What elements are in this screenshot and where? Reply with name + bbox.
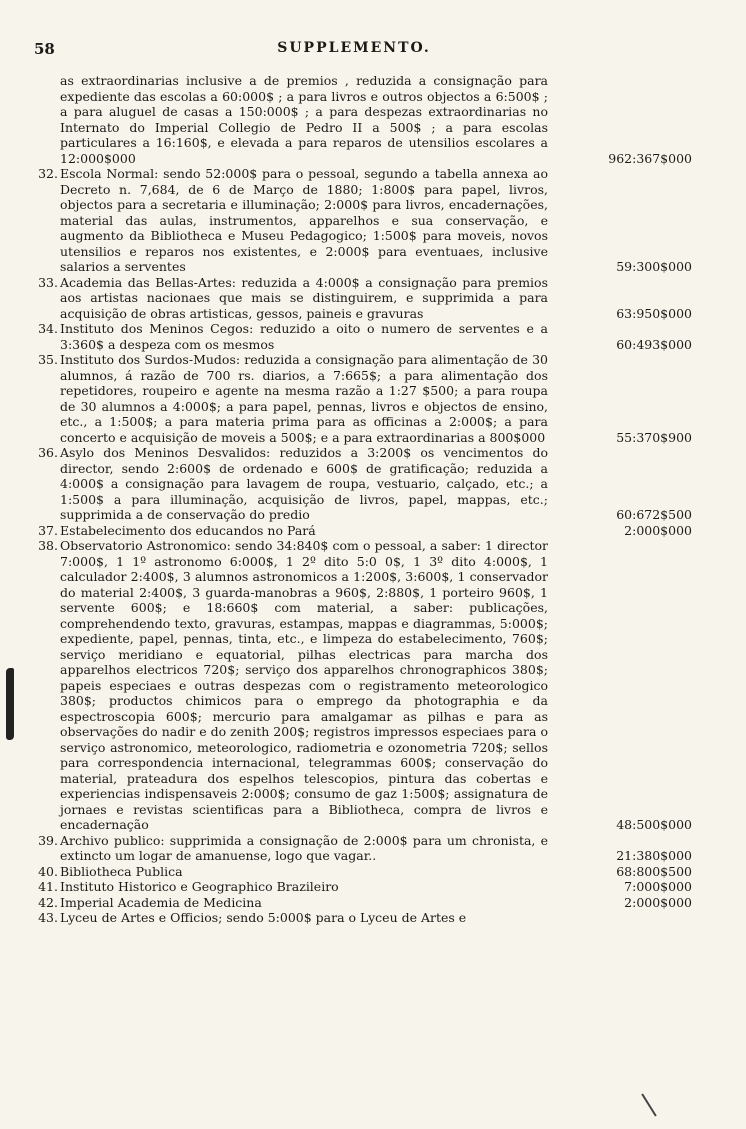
entry-amount: 60:672$500: [616, 507, 692, 522]
entry-text: Lyceu de Artes e Officios; sendo 5:000$ para o Lyceu de Artes e: [60, 910, 467, 925]
budget-entries: [38, 73, 692, 926]
entry-text: Imperial Academia de Medicina: [60, 894, 262, 910]
page-number: 58: [34, 40, 55, 58]
entry-number: 34.: [38, 321, 58, 336]
entry-amount: 48:500$000: [616, 817, 692, 832]
entry-text: as extraordinarias inclusive a de premios , reduzida a consignação para expediente das escolas a 60:000$ ; a para livros e outros objectos a 6:500$ ; a para aluguel de casas a 150:000$ ; a para despezas extraordinarias no Internato do Imperial Collegio de Pedro II a 500$ ; a para escolas particulares a 16:160$, e elevada a para reparos de utensilios escolares a 12:000$000: [60, 73, 548, 166]
entry-amount: 2:000$000: [624, 894, 692, 910]
entry-text: Escola Normal: sendo 52:000$ para o pessoal, segundo a tabella annexa ao Decreto n. 7,684, de 6 de Março de 1880; 1:800$ para papel, livros, objectos para a secretaria e illuminação; 2:000$ para livros, encadernações, material das aulas, instrumentos, apparelhos e sua conservação, e augmento da Bibliotheca e Museu Pedagogico; 1:500$ para moveis, novos utensilios e reparos nos existentes, e 2:000$ para eventuaes, inclusive salarios a serventes: [60, 166, 548, 274]
entry-number: 38.: [38, 538, 58, 553]
entry-number: 33.: [38, 274, 58, 290]
entry-number: 43.: [38, 910, 58, 925]
entry-number: 36.: [38, 445, 58, 460]
entry-amount: 7:000$000: [624, 879, 692, 894]
budget-entry-surdos-mudos: [38, 352, 692, 445]
budget-entry-observatorio: [38, 538, 692, 833]
entry-text: Instituto dos Meninos Cegos: reduzido a oito o numero de serventes e a 3:360$ a despeza com os mesmos: [60, 321, 548, 352]
budget-entry-continued: [60, 73, 692, 166]
budget-entry-educandos-para: [38, 522, 692, 539]
entry-amount: 2:000$000: [624, 522, 692, 538]
entry-amount: 60:493$000: [616, 336, 692, 352]
entry-text: Observatorio Astronomico: sendo 34:840$ com o pessoal, a saber: 1 director 7:000$, 1 1º astronomo 6:000$, 1 2º dito 5:0 0$, 1 3º dito 4:000$, 1 calculador 2:400$, 3 alumnos astronomicos a 1:200$, 3:600$, 1 conservador do material 2:400$, 3 guarda-manobras a 960$, 2:880$, 1 porteiro 960$, 1 servente 600$; e 18:660$ com material, a saber: publicações, comprehendendo texto, gravuras, estampas, mappas e diagrammas, 5:000$; expediente, papel, pennas, tinta, etc., e limpeza do estabelecimento, 760$; serviço meridiano e equatorial, pilhas electricas para marcha dos apparelhos electricos 720$; serviço dos apparelhos chronographicos 380$; papeis especiaes e outras despezas com o registramento meteorologico 380$; productos chimicos para o emprego da photographia e da espectroscopia 600$; mercurio para amalgamar as pilhas e para as observações do nadir e do zenith 200$; registros impressos especiaes para o serviço astronomico, meteorologico, radiometria e ozonometria 720$; sellos para correspondencia internacional, telegrammas 600$; conservação do material, prateadura dos espelhos telescopios, pintura das cobertas e experiencias indispensaveis 2:000$; consumo de gaz 1:500$; assignatura de jornaes e revistas scientificas para a Bibliotheca, compra de livros e encadernação: [60, 538, 548, 832]
entry-text: Archivo publico: supprimida a consignação de 2:000$ para um chronista, e extincto um logar de amanuense, logo que vagar..: [60, 832, 548, 863]
entry-number: 37.: [38, 522, 58, 538]
entry-number: 41.: [38, 879, 58, 894]
page-header: [34, 40, 674, 62]
entry-text: Academia das Bellas-Artes: reduzida a 4:000$ a consignação para premios aos artistas nacionaes que mais se distinguirem, e supprimida a para acquisição de obras artisticas, gessos, paineis e gravuras: [60, 274, 548, 321]
entry-number: 32.: [38, 166, 58, 181]
entry-text: Bibliotheca Publica: [60, 863, 183, 879]
entry-text: Instituto dos Surdos-Mudos: reduzida a consignação para alimentação de 30 alumnos, á razão de 700 rs. diarios, a 7:665$; a para alimentação dos repetidores, roupeiro e agente na mesma razão a 1:27 $500; a para roupa de 30 alumnos a 4:000$; a para papel, pennas, livros e objectos de ensino, etc., a 1:500$; a para materia prima para as officinas a 2:000$; a para concerto e acquisição de moveis a 500$; e a para extraordinarias a 800$000: [60, 352, 548, 445]
budget-entry-meninos-desvalidos: [38, 445, 692, 523]
budget-entry-instituto-historico: [38, 879, 692, 895]
budget-entry-meninos-cegos: [38, 321, 692, 352]
entry-amount: 962:367$000: [608, 150, 692, 166]
entry-amount: 59:300$000: [616, 259, 692, 274]
entry-number: 42.: [38, 894, 58, 910]
stray-pen-stroke: [641, 1093, 656, 1116]
entry-amount: 68:800$500: [616, 863, 692, 879]
budget-entry-escola-normal: [38, 166, 692, 275]
entry-text: Instituto Historico e Geographico Brazileiro: [60, 879, 339, 894]
entry-number: 35.: [38, 352, 58, 367]
entry-number: 39.: [38, 832, 58, 848]
budget-entry-bibliotheca: [38, 863, 692, 880]
budget-entry-archivo-publico: [38, 832, 692, 864]
entry-text: Estabelecimento dos educandos no Pará: [60, 522, 316, 538]
entry-amount: 63:950$000: [616, 305, 692, 321]
entry-number: 40.: [38, 863, 58, 879]
entry-amount: 55:370$900: [616, 429, 692, 445]
entry-text: Asylo dos Meninos Desvalidos: reduzidos a 3:200$ os vencimentos do director, sendo 2:600$ de ordenado e 600$ de gratificação; reduzida a 4:000$ a consignação para lavagem de roupa, vestuario, calçado, etc.; a 1:500$ a para illuminação, acquisição de livros, papel, mappas, etc.; supprimida a de conservação do predio: [60, 445, 548, 522]
binding-ink-mark: [6, 668, 14, 740]
budget-entry-bellas-artes: [38, 274, 692, 322]
budget-entry-academia-medicina: [38, 894, 692, 911]
budget-entry-lyceu-artes: [38, 910, 692, 926]
entry-amount: 21:380$000: [616, 848, 692, 863]
running-title: SUPPLEMENTO.: [277, 40, 431, 56]
